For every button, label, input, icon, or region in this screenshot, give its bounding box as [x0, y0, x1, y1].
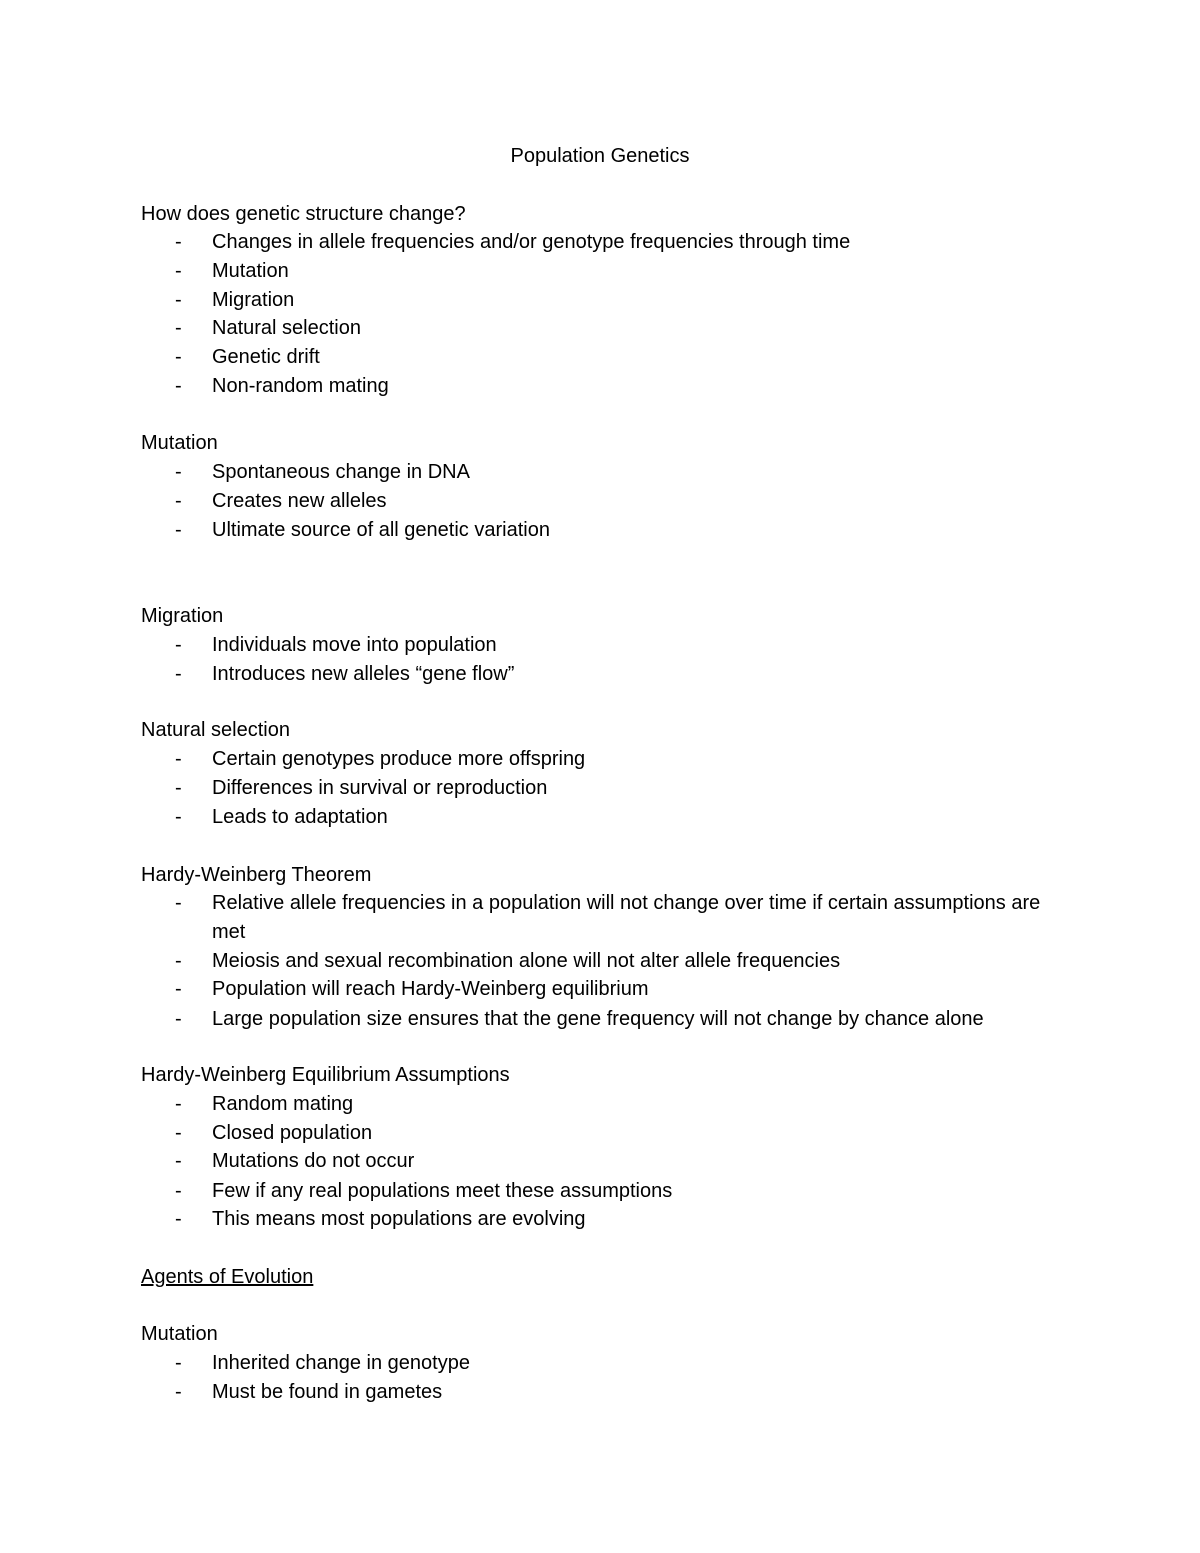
bullet-dash: -	[175, 260, 182, 282]
list-item	[175, 372, 1075, 401]
bullet-dash: -	[175, 490, 182, 512]
bullet-dash: -	[175, 317, 182, 339]
bullet-dash: -	[175, 1008, 182, 1030]
section-heading: Mutation	[141, 1323, 218, 1345]
bullet-dash: -	[175, 950, 182, 972]
bullet-dash: -	[175, 346, 182, 368]
list-item-text: Spontaneous change in DNA	[212, 461, 470, 483]
section-heading: Mutation	[141, 432, 218, 454]
section-heading: Hardy-Weinberg Equilibrium Assumptions	[141, 1064, 510, 1086]
bullet-dash: -	[175, 1381, 182, 1403]
bullet-dash: -	[175, 289, 182, 311]
section-heading-underlined: Agents of Evolution	[141, 1266, 314, 1288]
list-item-text: Ultimate source of all genetic variation	[212, 519, 550, 541]
list-item	[175, 257, 1075, 286]
bullet-dash: -	[175, 1352, 182, 1374]
list-item	[175, 1205, 1075, 1234]
list-item-text: Certain genotypes produce more offspring	[212, 748, 586, 770]
list-item-text: Must be found in gametes	[212, 1381, 443, 1403]
list-item-text: Mutation	[212, 260, 289, 282]
list-item-text: Changes in allele frequencies and/or genotype frequencies through time	[212, 231, 851, 253]
list-item	[175, 343, 1075, 372]
section-heading: Migration	[141, 605, 224, 627]
list-item	[175, 314, 1075, 343]
list-item-text: Non-random mating	[212, 375, 389, 397]
bullet-dash: -	[175, 375, 182, 397]
bullet-dash: -	[175, 663, 182, 685]
bullet-dash: -	[175, 1150, 182, 1172]
list-item	[175, 631, 1075, 660]
list-item	[175, 774, 1075, 803]
list-item	[175, 660, 1075, 689]
list-item-text: Migration	[212, 289, 295, 311]
bullet-dash: -	[175, 634, 182, 656]
list-item-text: Genetic drift	[212, 346, 320, 368]
bullet-dash: -	[175, 461, 182, 483]
bullet-dash: -	[175, 1093, 182, 1115]
list-item-text: Meiosis and sexual recombination alone will not alter allele frequencies	[212, 950, 841, 972]
list-item	[175, 458, 1075, 487]
bullet-dash: -	[175, 1180, 182, 1202]
list-item	[175, 803, 1075, 832]
list-item-text: Individuals move into population	[212, 634, 497, 656]
bullet-dash: -	[175, 978, 182, 1000]
list-item-text: Population will reach Hardy-Weinberg equilibrium	[212, 978, 649, 1000]
bullet-dash: -	[175, 1122, 182, 1144]
list-item	[175, 1090, 1075, 1119]
list-item-text: Introduces new alleles “gene flow”	[212, 663, 515, 685]
list-item	[175, 889, 1075, 947]
list-item	[175, 516, 1075, 545]
list-item-text: Differences in survival or reproduction	[212, 777, 548, 799]
section-heading: Natural selection	[141, 719, 290, 741]
list-item	[175, 975, 1075, 1004]
list-item	[175, 487, 1075, 516]
list-item	[175, 286, 1075, 315]
list-item-text: Inherited change in genotype	[212, 1352, 470, 1374]
list-item-text: Natural selection	[212, 317, 361, 339]
list-item-text: Leads to adaptation	[212, 806, 388, 828]
bullet-dash: -	[175, 892, 182, 914]
list-item	[175, 947, 1075, 976]
page-title: Population Genetics	[510, 145, 690, 167]
list-item-text: Closed population	[212, 1122, 373, 1144]
list-item-text: Mutations do not occur	[212, 1150, 415, 1172]
list-item	[175, 1378, 1075, 1407]
bullet-dash: -	[175, 231, 182, 253]
bullet-dash: -	[175, 777, 182, 799]
list-item-text: Large population size ensures that the gene frequency will not change by chance alone	[212, 1008, 984, 1030]
section-heading: How does genetic structure change?	[141, 203, 466, 225]
list-item-text: Random mating	[212, 1093, 354, 1115]
bullet-dash: -	[175, 748, 182, 770]
list-item	[175, 1177, 1075, 1206]
list-item	[175, 1005, 1075, 1034]
bullet-dash: -	[175, 1208, 182, 1230]
list-item-text: This means most populations are evolving	[212, 1208, 586, 1230]
section-heading: Hardy-Weinberg Theorem	[141, 864, 372, 886]
list-item	[175, 1349, 1075, 1378]
list-item-text: Relative allele frequencies in a population will not change over time if certain assumptions are met	[212, 892, 1041, 943]
list-item	[175, 1119, 1075, 1148]
bullet-dash: -	[175, 806, 182, 828]
bullet-dash: -	[175, 519, 182, 541]
list-item	[175, 228, 1075, 257]
list-item	[175, 745, 1075, 774]
list-item-text: Creates new alleles	[212, 490, 387, 512]
list-item-text: Few if any real populations meet these assumptions	[212, 1180, 673, 1202]
list-item	[175, 1147, 1075, 1176]
